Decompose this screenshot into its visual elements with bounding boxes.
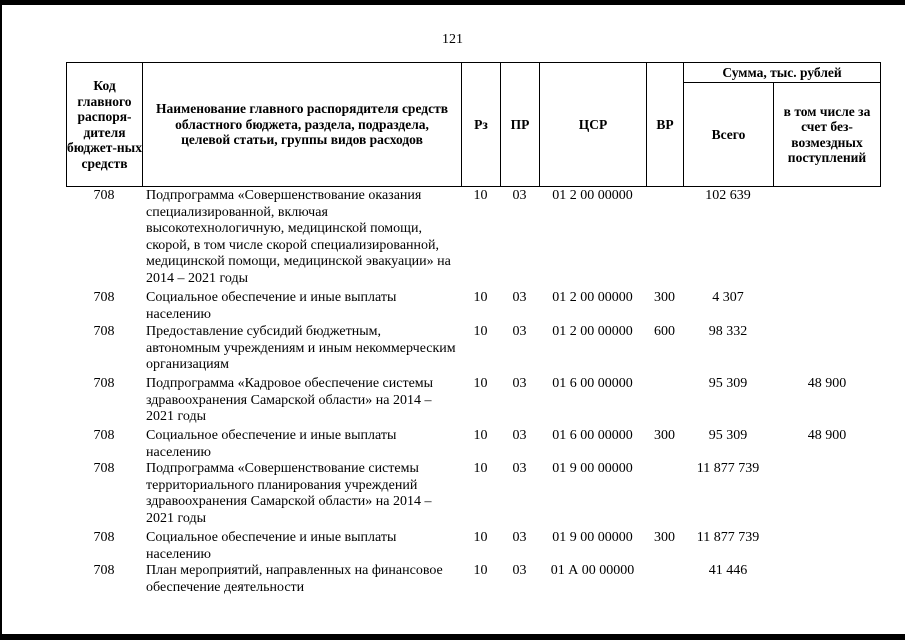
row-csr: 01 А 00 00000 <box>550 563 635 578</box>
scan-top-edge <box>0 0 905 5</box>
row-total: 102 639 <box>705 188 751 203</box>
header-csr: ЦСР <box>578 116 608 132</box>
row-kod: 708 <box>93 461 115 476</box>
row-total: 11 877 739 <box>696 530 760 545</box>
row-pr: 03 <box>512 376 527 391</box>
row-csr: 01 9 00 00000 <box>552 461 633 476</box>
scan-left-edge <box>0 0 2 640</box>
row-name: Предоставление субсидий бюджетным, автономным учреждениям и иным некоммерческим организациям <box>146 324 456 373</box>
row-rz: 10 <box>473 324 488 339</box>
row-total: 41 446 <box>708 563 748 578</box>
row-rz: 10 <box>473 530 488 545</box>
header-rz: Рз <box>474 116 488 132</box>
row-name: Социальное обеспечение и иные выплаты населению <box>146 530 397 562</box>
row-csr: 01 6 00 00000 <box>552 428 633 443</box>
header-col-line <box>880 62 881 187</box>
row-csr: 01 2 00 00000 <box>552 324 633 339</box>
row-kod: 708 <box>93 290 115 305</box>
header-grant: в том числе за счет без-возмездных поступлений <box>783 103 871 165</box>
row-total: 95 309 <box>708 376 748 391</box>
row-rz: 10 <box>473 563 488 578</box>
scan-bottom-edge <box>0 634 905 640</box>
row-rz: 10 <box>473 290 488 305</box>
row-kod: 708 <box>93 324 115 339</box>
row-total: 95 309 <box>708 428 748 443</box>
row-rz: 10 <box>473 188 488 203</box>
header-kod: Код главного распоря-дителя бюджет-ных средств <box>67 78 142 171</box>
header-col-line <box>142 62 143 187</box>
row-total: 4 307 <box>712 290 744 305</box>
row-name: Социальное обеспечение и иные выплаты населению <box>146 428 397 460</box>
row-pr: 03 <box>512 530 527 545</box>
page-number: 121 <box>442 32 463 47</box>
row-rz: 10 <box>473 461 488 476</box>
row-grant: 48 900 <box>807 376 847 391</box>
header-sum: Сумма, тыс. рублей <box>722 64 842 80</box>
header-col-line <box>773 82 774 187</box>
row-kod: 708 <box>93 428 115 443</box>
row-kod: 708 <box>93 563 115 578</box>
row-pr: 03 <box>512 324 527 339</box>
header-border-bottom <box>66 186 881 187</box>
row-pr: 03 <box>512 428 527 443</box>
row-csr: 01 2 00 00000 <box>552 188 633 203</box>
row-rz: 10 <box>473 428 488 443</box>
row-pr: 03 <box>512 290 527 305</box>
header-name: Наименование главного распорядителя средств областного бюджета, раздела, подраздела, целевой статьи, группы видов расходов <box>155 101 448 148</box>
row-name: Подпрограмма «Совершенствование оказания специализированной, включая высокотехнологичную, медицинской помощи, скорой, в том числе скорой специализированной, медицинской помощи, медицинской эвакуации» на 2014 – 2021 годы <box>146 188 451 286</box>
row-csr: 01 9 00 00000 <box>552 530 633 545</box>
row-kod: 708 <box>93 188 115 203</box>
header-pr: ПР <box>510 116 530 132</box>
row-vr: 600 <box>654 324 675 339</box>
header-vr: ВР <box>656 116 674 132</box>
row-pr: 03 <box>512 461 527 476</box>
row-vr: 300 <box>654 290 675 305</box>
row-total: 98 332 <box>708 324 748 339</box>
header-total: Всего <box>711 126 746 142</box>
row-name: План мероприятий, направленных на финансовое обеспечение деятельности <box>146 563 443 595</box>
row-csr: 01 2 00 00000 <box>552 290 633 305</box>
row-vr: 300 <box>654 428 675 443</box>
row-rz: 10 <box>473 376 488 391</box>
row-grant: 48 900 <box>807 428 847 443</box>
row-name: Подпрограмма «Кадровое обеспечение системы здравоохранения Самарской области» на 2014 – 2021 годы <box>146 376 434 425</box>
row-kod: 708 <box>93 376 115 391</box>
row-name: Подпрограмма «Совершенствование системы территориального планирования учреждений здравоохранения Самарской области» на 2014 – 2021 годы <box>146 461 432 526</box>
row-csr: 01 6 00 00000 <box>552 376 633 391</box>
row-total: 11 877 739 <box>696 461 760 476</box>
row-pr: 03 <box>512 563 527 578</box>
row-vr: 300 <box>654 530 675 545</box>
row-kod: 708 <box>93 530 115 545</box>
row-name: Социальное обеспечение и иные выплаты населению <box>146 290 397 322</box>
row-pr: 03 <box>512 188 527 203</box>
